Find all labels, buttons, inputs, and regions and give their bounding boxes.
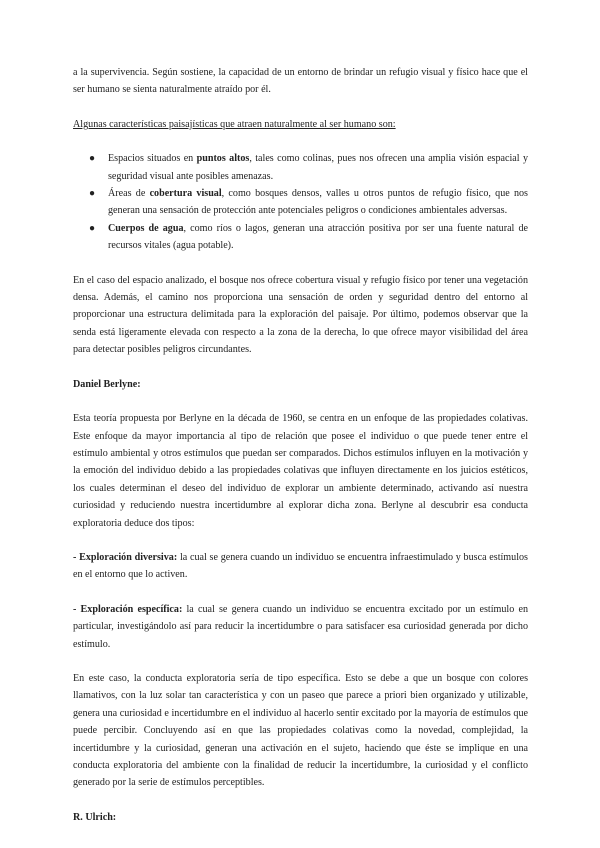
exploration-diversive: - Exploración diversiva: la cual se genera cuando un individuo se encuentra infraestimulado y busca estímulos en el entorno que lo activen. bbox=[73, 551, 528, 581]
paragraph-berlyne-theory: Esta teoría propuesta por Berlyne en la década de 1960, se centra en un enfoque de las propiedades colativas. Este enfoque da mayor importancia al tipo de relación que posee el individuo o que puede tener entre el estímulo ambiental y otros estímulos que puedan ser comparados. Dichos estímulos influyen en la motivación y la emoción del individuo debido a las propiedades colativas que influyen directamente en los juicios estéticos, los cuales determinan el deseo del individuo de explorar un ambiente determinado, activando así nuestra curiosidad y reduciendo nuestra incertidumbre al explorar dicha zona. Berlyne al descubrir esa conducta exploratoria deduce dos tipos: bbox=[73, 413, 528, 529]
document-page bbox=[73, 64, 528, 826]
list-item: ● Cuerpos de agua, como ríos o lagos, generan una atracción positiva por ser una fuente natural de recursos vitales (agua potable). bbox=[73, 220, 528, 255]
list-item: ● Espacios situados en puntos altos, tales como colinas, pues nos ofrecen una amplia visión espacial y seguridad visual ante posibles amenazas. bbox=[73, 150, 528, 185]
landscape-features-list bbox=[73, 150, 528, 254]
bullet-icon: ● bbox=[89, 153, 96, 165]
list-item: ● Áreas de cobertura visual, como bosques densos, valles u otros puntos de refugio físico, que nos generan una sensación de protección ante potenciales peligros o condiciones ambientales adversas. bbox=[73, 185, 528, 220]
paragraph-conclusion: En este caso, la conducta exploratoria sería de tipo específica. Esto se debe a que un bosque con colores llamativos, con la luz solar tan característica y con un paseo que parece a priori bien organizado y utilizable, genera una curiosidad e incertidumbre en el individuo al hacerlo sentir excitado por la mayoría de estímulos que puede percibir. Concluyendo así en que las propiedades colativas como la novedad, complejidad, la incertidumbre y la curiosidad, generan una activación en el sujeto, haciendo que éste se implique en una conducta exploratoria del ambiente con la finalidad de reducir la incertidumbre, la curiosidad y el conflicto generado por la serie de estímulos perceptibles. bbox=[73, 672, 528, 789]
bullet-icon: ● bbox=[89, 188, 96, 200]
paragraph-survival: a la supervivencia. Según sostiene, la capacidad de un entorno de brindar un refugio visual y físico hace que el ser humano se sienta naturalmente atraído por él. bbox=[73, 67, 528, 96]
section-heading-berlyne: Daniel Berlyne: bbox=[73, 378, 141, 390]
section-heading-ulrich: R. Ulrich: bbox=[73, 811, 117, 823]
landscape-features-heading: Algunas características paisajísticas que atraen naturalmente al ser humano son: bbox=[73, 118, 396, 130]
paragraph-forest-analysis: En el caso del espacio analizado, el bosque nos ofrece cobertura visual y refugio físico por tener una vegetación densa. Además, el camino nos proporciona una sensación de orden y seguridad dentro del entorno al proporcionar una estructura delimitada para la exploración del paisaje. Por último, podemos observar que la senda está ligeramente elevada con respecto a la zona de la derecha, lo que ofrece mayor visibilidad del área para detectar posibles peligros circundantes. bbox=[73, 274, 528, 356]
exploration-specific: - Exploración específica: la cual se genera cuando un individuo se encuentra excitado por un estímulo en particular, investigándolo así para reducir la incertidumbre o para satisfacer esa curiosidad generada por dicho estímulo. bbox=[73, 603, 528, 650]
bullet-icon: ● bbox=[89, 222, 96, 234]
